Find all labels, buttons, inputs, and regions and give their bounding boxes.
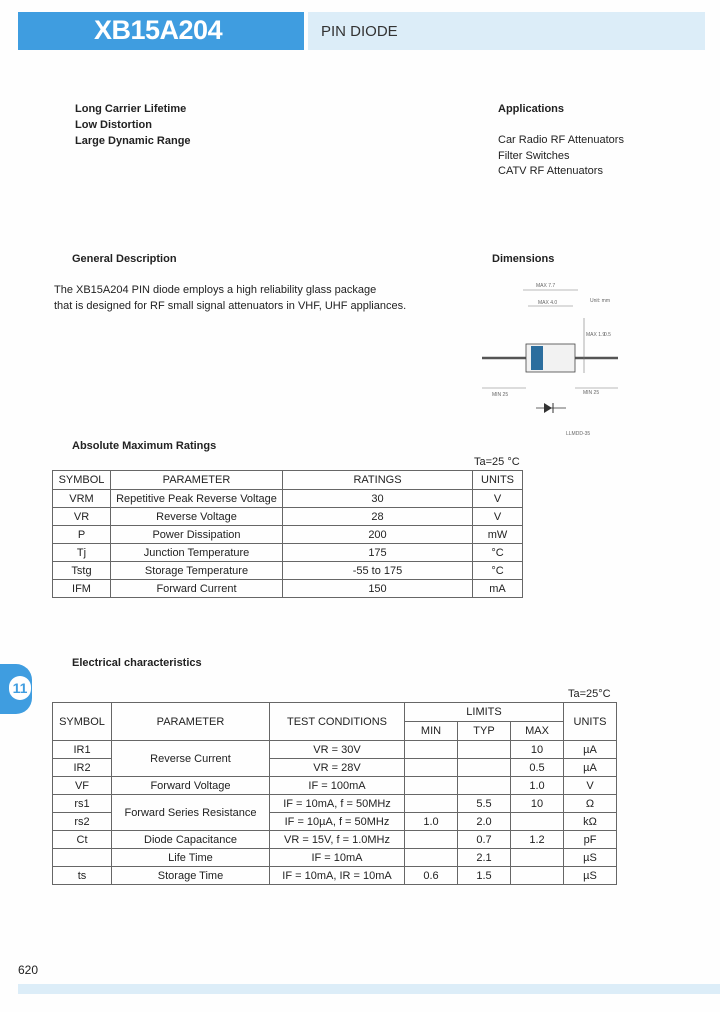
cell: Storage Time xyxy=(112,867,270,885)
cell: Forward Series Resistance xyxy=(112,795,270,831)
table-row xyxy=(53,526,523,544)
dimensions-heading: Dimensions xyxy=(492,253,555,265)
cell xyxy=(53,849,112,867)
cell: -55 to 175 xyxy=(283,562,473,580)
cell: 30 xyxy=(283,490,473,508)
cell: V xyxy=(564,777,617,795)
dim-unit: Unit: mm xyxy=(590,298,610,304)
col-max: MAX xyxy=(511,722,564,741)
cell: IF = 100mA xyxy=(270,777,405,795)
col-symbol: SYMBOL xyxy=(53,703,112,741)
cell: rs2 xyxy=(53,813,112,831)
cell: µS xyxy=(564,867,617,885)
section-tab[interactable] xyxy=(0,664,32,714)
table-row xyxy=(53,544,523,562)
feature-2: Low Distortion xyxy=(75,119,152,131)
cell: VR = 15V, f = 1.0MHz xyxy=(270,831,405,849)
cell xyxy=(511,867,564,885)
cell xyxy=(511,849,564,867)
application-item: Filter Switches xyxy=(498,150,570,162)
feature-3: Large Dynamic Range xyxy=(75,135,191,147)
cell: 150 xyxy=(283,580,473,598)
cell: 5.5 xyxy=(458,795,511,813)
cell: 2.1 xyxy=(458,849,511,867)
col-typ: TYP xyxy=(458,722,511,741)
dim-lead: 0.5 xyxy=(604,332,611,338)
cell: VR xyxy=(53,508,111,526)
description-line: The XB15A204 PIN diode employs a high reliability glass package xyxy=(54,284,377,296)
footer-bar xyxy=(18,984,720,994)
cell xyxy=(458,741,511,759)
col-symbol: SYMBOL xyxy=(53,471,111,490)
cell: V xyxy=(473,490,523,508)
table-row xyxy=(53,867,617,885)
cell: P xyxy=(53,526,111,544)
part-number: XB15A204 xyxy=(94,15,223,45)
cell: Tstg xyxy=(53,562,111,580)
cell: V xyxy=(473,508,523,526)
cell: IF = 10µA, f = 50MHz xyxy=(270,813,405,831)
elec-condition: Ta=25°C xyxy=(568,688,611,700)
cell: 1.2 xyxy=(511,831,564,849)
cell: Life Time xyxy=(112,849,270,867)
cell: IF = 10mA, f = 50MHz xyxy=(270,795,405,813)
cell: Forward Voltage xyxy=(112,777,270,795)
cell: IFM xyxy=(53,580,111,598)
cell: VR = 28V xyxy=(270,759,405,777)
cell: 1.0 xyxy=(405,813,458,831)
col-ratings: RATINGS xyxy=(283,471,473,490)
cell: IR1 xyxy=(53,741,112,759)
dim-min-right: MIN 25 xyxy=(583,390,600,396)
cell: 10 xyxy=(511,741,564,759)
col-units: UNITS xyxy=(473,471,523,490)
subtitle-banner xyxy=(308,12,705,50)
device-type: PIN DIODE xyxy=(321,23,398,40)
cell: Ω xyxy=(564,795,617,813)
col-test-conditions: TEST CONDITIONS xyxy=(270,703,405,741)
col-limits: LIMITS xyxy=(405,703,564,722)
cell: Reverse Voltage xyxy=(111,508,283,526)
cell: pF xyxy=(564,831,617,849)
abs-max-table xyxy=(52,470,523,598)
cell: 10 xyxy=(511,795,564,813)
cell: ts xyxy=(53,867,112,885)
cell: IR2 xyxy=(53,759,112,777)
cell xyxy=(405,741,458,759)
dim-max-length: MAX 4.0 xyxy=(538,300,558,306)
cell: rs1 xyxy=(53,795,112,813)
cell xyxy=(405,831,458,849)
table-row xyxy=(53,777,617,795)
col-parameter: PARAMETER xyxy=(112,703,270,741)
section-tab-number: 11 xyxy=(9,676,31,700)
cell: 0.7 xyxy=(458,831,511,849)
cell: 200 xyxy=(283,526,473,544)
table-row xyxy=(53,508,523,526)
cell: Repetitive Peak Reverse Voltage xyxy=(111,490,283,508)
cell: °C xyxy=(473,544,523,562)
cell: Ct xyxy=(53,831,112,849)
cell: 1.5 xyxy=(458,867,511,885)
cell: Reverse Current xyxy=(112,741,270,777)
table-row xyxy=(53,580,523,598)
general-description-heading: General Description xyxy=(72,253,177,265)
cell: VRM xyxy=(53,490,111,508)
cell xyxy=(458,759,511,777)
cell xyxy=(405,849,458,867)
table-row xyxy=(53,490,523,508)
table-row xyxy=(53,849,617,867)
cell: Junction Temperature xyxy=(111,544,283,562)
table-header-row xyxy=(53,471,523,490)
cell: Power Dissipation xyxy=(111,526,283,544)
page-number: 620 xyxy=(18,963,39,977)
col-min: MIN xyxy=(405,722,458,741)
cell: kΩ xyxy=(564,813,617,831)
table-row xyxy=(53,795,617,813)
cell xyxy=(405,759,458,777)
cell: 28 xyxy=(283,508,473,526)
cell: µA xyxy=(564,759,617,777)
dimension-drawing xyxy=(478,278,628,438)
cell: µS xyxy=(564,849,617,867)
cell: µA xyxy=(564,741,617,759)
dim-max-overall: MAX 7.7 xyxy=(536,283,556,289)
application-item: Car Radio RF Attenuators xyxy=(498,134,624,146)
cell: IF = 10mA, IR = 10mA xyxy=(270,867,405,885)
dim-diameter: MAX 1.9 xyxy=(586,332,606,338)
col-parameter: PARAMETER xyxy=(111,471,283,490)
cell: Storage Temperature xyxy=(111,562,283,580)
cell: 2.0 xyxy=(458,813,511,831)
description-line: that is designed for RF small signal attenuators in VHF, UHF appliances. xyxy=(54,300,407,312)
cell: 175 xyxy=(283,544,473,562)
cell: VR = 30V xyxy=(270,741,405,759)
electrical-table xyxy=(52,702,617,885)
table-row xyxy=(53,741,617,759)
col-units: UNITS xyxy=(564,703,617,741)
cell xyxy=(458,777,511,795)
cell: mA xyxy=(473,580,523,598)
cell: 1.0 xyxy=(511,777,564,795)
title-banner xyxy=(18,12,304,50)
cell: mW xyxy=(473,526,523,544)
application-item: CATV RF Attenuators xyxy=(498,165,603,177)
abs-max-heading: Absolute Maximum Ratings xyxy=(72,440,217,452)
cell: Tj xyxy=(53,544,111,562)
dim-min-left: MIN 25 xyxy=(492,392,509,398)
elec-heading: Electrical characteristics xyxy=(72,657,202,669)
cell: 0.6 xyxy=(405,867,458,885)
cell xyxy=(511,813,564,831)
cell: 0.5 xyxy=(511,759,564,777)
package-caption: LLMDD-35 xyxy=(566,431,591,437)
cell: Diode Capacitance xyxy=(112,831,270,849)
cell: °C xyxy=(473,562,523,580)
abs-max-condition: Ta=25 °C xyxy=(474,456,520,468)
cell xyxy=(405,777,458,795)
cell xyxy=(405,795,458,813)
cell: IF = 10mA xyxy=(270,849,405,867)
cell: Forward Current xyxy=(111,580,283,598)
feature-1: Long Carrier Lifetime xyxy=(75,103,187,115)
applications-heading: Applications xyxy=(498,103,565,115)
cell: VF xyxy=(53,777,112,795)
table-row xyxy=(53,831,617,849)
table-row xyxy=(53,562,523,580)
